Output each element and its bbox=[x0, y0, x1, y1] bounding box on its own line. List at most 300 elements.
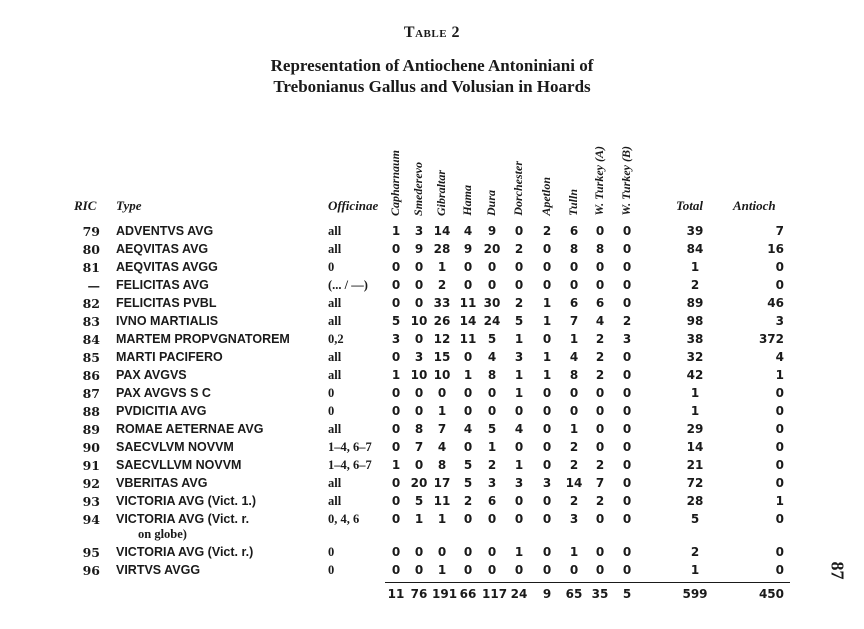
cell-ric: 82 bbox=[82, 296, 100, 311]
table-title-line-2: Trebonianus Gallus and Volusian in Hoards bbox=[273, 77, 591, 96]
cell-ric: 83 bbox=[82, 314, 100, 329]
table-label: Table 2 bbox=[403, 24, 461, 41]
cell-count: 11 bbox=[459, 332, 477, 346]
cell-count: 8 bbox=[414, 422, 424, 436]
cell-count: 15 bbox=[433, 350, 451, 364]
cell-total: 14 bbox=[686, 440, 704, 454]
cell-type-text: VICTORIA AVG (Vict. r.) bbox=[116, 545, 254, 559]
cell-count: 0 bbox=[595, 224, 605, 238]
cell-count: 0 bbox=[391, 545, 401, 559]
cell-type-text: IVNO MARTIALIS bbox=[116, 314, 219, 328]
cell-count: 0 bbox=[414, 278, 424, 292]
cell-antioch: 1 bbox=[775, 368, 784, 382]
totals-rule bbox=[385, 582, 790, 583]
cell-count: 1 bbox=[542, 350, 552, 364]
totals-row bbox=[0, 587, 864, 605]
cell-count: 30 bbox=[483, 296, 501, 310]
cell-count: 24 bbox=[483, 314, 501, 328]
cell-count: 0 bbox=[622, 260, 632, 274]
table-row bbox=[0, 224, 864, 242]
total-count: 65 bbox=[565, 587, 583, 601]
cell-count: 1 bbox=[391, 224, 401, 238]
cell-count: 0 bbox=[542, 440, 552, 454]
cell-count: 0 bbox=[595, 440, 605, 454]
cell-type bbox=[116, 440, 234, 454]
cell-count: 0 bbox=[542, 386, 552, 400]
cell-count: 1 bbox=[391, 368, 401, 382]
cell-antioch: 0 bbox=[775, 440, 784, 454]
table-row bbox=[0, 563, 864, 581]
cell-antioch: 0 bbox=[775, 278, 784, 292]
cell-count: 1 bbox=[437, 404, 447, 418]
cell-count: 2 bbox=[514, 242, 524, 256]
table-title-line-1: Representation of Antiochene Antoniniani of bbox=[270, 56, 594, 75]
cell-count: 0 bbox=[487, 563, 497, 577]
total-count: 11 bbox=[387, 587, 405, 601]
cell-count: 2 bbox=[542, 224, 552, 238]
cell-count: 26 bbox=[433, 314, 451, 328]
cell-total: 1 bbox=[690, 260, 700, 274]
cell-officinae: all bbox=[328, 476, 342, 490]
cell-count: 5 bbox=[487, 422, 497, 436]
cell-type-text: VIRTVS AVGG bbox=[116, 563, 201, 577]
cell-count: 2 bbox=[487, 458, 497, 472]
cell-count: 9 bbox=[414, 242, 424, 256]
cell-count: 2 bbox=[595, 332, 605, 346]
cell-count: 8 bbox=[569, 242, 579, 256]
cell-count: 0 bbox=[391, 386, 401, 400]
cell-count: 0 bbox=[595, 545, 605, 559]
cell-count: 0 bbox=[542, 512, 552, 526]
cell-count: 8 bbox=[437, 458, 447, 472]
cell-ric: 80 bbox=[82, 242, 100, 257]
cell-count: 4 bbox=[437, 440, 447, 454]
cell-count: 0 bbox=[595, 278, 605, 292]
cell-count: 1 bbox=[514, 368, 524, 382]
header-hoard: W. Turkey (A) bbox=[592, 146, 606, 216]
cell-count: 2 bbox=[569, 494, 579, 508]
cell-officinae: 0 bbox=[328, 545, 335, 559]
cell-count: 20 bbox=[483, 242, 501, 256]
cell-count: 5 bbox=[514, 314, 524, 328]
cell-count: 28 bbox=[433, 242, 451, 256]
cell-antioch: 0 bbox=[775, 422, 784, 436]
cell-ric: 93 bbox=[82, 494, 100, 509]
cell-count: 3 bbox=[391, 332, 401, 346]
cell-count: 1 bbox=[514, 545, 524, 559]
cell-count: 2 bbox=[595, 458, 605, 472]
cell-type-text: AEQVITAS AVG bbox=[116, 242, 209, 256]
cell-count: 9 bbox=[463, 242, 473, 256]
header-hoard: Tulln bbox=[566, 189, 580, 216]
cell-ric: 91 bbox=[82, 458, 100, 473]
cell-type bbox=[116, 314, 218, 328]
total-count: 24 bbox=[510, 587, 528, 601]
cell-count: 6 bbox=[595, 296, 605, 310]
cell-count: 0 bbox=[391, 260, 401, 274]
cell-count: 5 bbox=[391, 314, 401, 328]
cell-count: 5 bbox=[463, 458, 473, 472]
cell-type-text: MARTEM PROPVGNATOREM bbox=[116, 332, 290, 346]
total-count: 9 bbox=[542, 587, 552, 601]
cell-antioch: 0 bbox=[775, 545, 784, 559]
cell-count: 4 bbox=[463, 422, 473, 436]
cell-count: 2 bbox=[437, 278, 447, 292]
table-row bbox=[0, 458, 864, 476]
cell-count: 0 bbox=[487, 260, 497, 274]
cell-count: 0 bbox=[542, 458, 552, 472]
table-row bbox=[0, 368, 864, 386]
cell-count: 0 bbox=[391, 563, 401, 577]
table-row bbox=[0, 440, 864, 458]
cell-count: 1 bbox=[437, 260, 447, 274]
cell-total: 5 bbox=[690, 512, 700, 526]
cell-type bbox=[116, 545, 253, 559]
cell-count: 0 bbox=[542, 494, 552, 508]
cell-total: 2 bbox=[690, 278, 700, 292]
cell-count: 0 bbox=[487, 512, 497, 526]
cell-officinae: 0 bbox=[328, 260, 335, 274]
cell-type bbox=[116, 386, 211, 400]
cell-ric: 96 bbox=[82, 563, 100, 578]
cell-count: 7 bbox=[569, 314, 579, 328]
header-hoard: Smederevo bbox=[411, 162, 425, 216]
cell-count: 2 bbox=[622, 314, 632, 328]
cell-ric: 94 bbox=[82, 512, 100, 527]
header-officinae: Officinae bbox=[328, 198, 379, 213]
cell-count: 0 bbox=[414, 458, 424, 472]
header-total: Total bbox=[676, 198, 703, 213]
cell-count: 7 bbox=[595, 476, 605, 490]
cell-total: 1 bbox=[690, 404, 700, 418]
cell-type-text: VICTORIA AVG (Vict. 1.) bbox=[116, 494, 257, 508]
cell-total: 1 bbox=[690, 563, 700, 577]
cell-count: 0 bbox=[414, 386, 424, 400]
cell-antioch: 0 bbox=[775, 386, 784, 400]
cell-count: 3 bbox=[569, 512, 579, 526]
total-count: 35 bbox=[591, 587, 609, 601]
cell-total: 84 bbox=[686, 242, 704, 256]
cell-count: 0 bbox=[595, 512, 605, 526]
table-row bbox=[0, 494, 864, 512]
cell-count: 0 bbox=[514, 404, 524, 418]
header-hoard: Dorchester bbox=[511, 161, 525, 216]
cell-count: 14 bbox=[433, 224, 451, 238]
cell-type bbox=[116, 494, 256, 508]
cell-ric: 81 bbox=[82, 260, 100, 275]
cell-count: 4 bbox=[463, 224, 473, 238]
cell-type-text: VBERITAS AVG bbox=[116, 476, 208, 490]
cell-count: 0 bbox=[622, 512, 632, 526]
cell-count: 0 bbox=[463, 404, 473, 418]
cell-count: 5 bbox=[487, 332, 497, 346]
cell-antioch: 0 bbox=[775, 512, 784, 526]
cell-count: 0 bbox=[514, 278, 524, 292]
cell-type bbox=[116, 476, 207, 490]
cell-count: 3 bbox=[414, 350, 424, 364]
cell-count: 5 bbox=[414, 494, 424, 508]
cell-total: 89 bbox=[686, 296, 704, 310]
cell-count: 3 bbox=[487, 476, 497, 490]
cell-type bbox=[116, 512, 249, 542]
cell-officinae: all bbox=[328, 314, 342, 328]
cell-count: 0 bbox=[542, 422, 552, 436]
cell-count: 0 bbox=[391, 350, 401, 364]
cell-count: 0 bbox=[463, 512, 473, 526]
cell-total: 98 bbox=[686, 314, 704, 328]
cell-antioch: 16 bbox=[767, 242, 784, 256]
cell-count: 0 bbox=[391, 422, 401, 436]
cell-officinae: (... / —) bbox=[328, 278, 368, 292]
cell-total: 1 bbox=[690, 386, 700, 400]
cell-count: 0 bbox=[487, 278, 497, 292]
cell-count: 1 bbox=[569, 332, 579, 346]
cell-antioch: 0 bbox=[775, 404, 784, 418]
cell-count: 2 bbox=[595, 350, 605, 364]
cell-type bbox=[116, 422, 263, 436]
cell-officinae: all bbox=[328, 494, 342, 508]
cell-antioch: 372 bbox=[758, 332, 784, 346]
cell-ric: 86 bbox=[82, 368, 100, 383]
cell-type bbox=[116, 368, 187, 382]
cell-ric: 87 bbox=[82, 386, 100, 401]
cell-count: 6 bbox=[569, 224, 579, 238]
table-row bbox=[0, 242, 864, 260]
cell-count: 0 bbox=[569, 563, 579, 577]
cell-ric: 90 bbox=[82, 440, 100, 455]
header-hoard: Hama bbox=[460, 185, 474, 216]
cell-type bbox=[116, 404, 207, 418]
cell-count: 0 bbox=[542, 545, 552, 559]
cell-count: 0 bbox=[622, 404, 632, 418]
header-hoard: Capharnaum bbox=[388, 149, 402, 216]
total-count: 76 bbox=[410, 587, 428, 601]
table-row bbox=[0, 260, 864, 278]
table-row bbox=[0, 278, 864, 296]
cell-total: 21 bbox=[686, 458, 704, 472]
cell-count: 1 bbox=[514, 332, 524, 346]
table-row bbox=[0, 422, 864, 440]
cell-type bbox=[116, 260, 218, 274]
cell-count: 0 bbox=[391, 296, 401, 310]
cell-count: 0 bbox=[622, 545, 632, 559]
cell-count: 5 bbox=[463, 476, 473, 490]
cell-type-text: MARTI PACIFERO bbox=[116, 350, 223, 364]
cell-officinae: 1–4, 6–7 bbox=[328, 440, 372, 454]
cell-antioch: 3 bbox=[775, 314, 784, 328]
cell-type-text: FELICITAS AVG bbox=[116, 278, 209, 292]
cell-count: 0 bbox=[391, 440, 401, 454]
cell-type bbox=[116, 332, 290, 346]
cell-count: 0 bbox=[622, 278, 632, 292]
cell-count: 0 bbox=[542, 563, 552, 577]
cell-ric: 84 bbox=[82, 332, 100, 347]
cell-antioch: 0 bbox=[775, 260, 784, 274]
cell-count: 3 bbox=[414, 224, 424, 238]
cell-count: 0 bbox=[595, 404, 605, 418]
cell-count: 11 bbox=[459, 296, 477, 310]
cell-count: 1 bbox=[569, 422, 579, 436]
cell-officinae: all bbox=[328, 224, 342, 238]
cell-count: 0 bbox=[487, 545, 497, 559]
header-hoard: Gibraltar bbox=[434, 169, 448, 216]
cell-count: 33 bbox=[433, 296, 451, 310]
header-hoard: W. Turkey (B) bbox=[619, 146, 633, 216]
cell-count: 0 bbox=[437, 386, 447, 400]
cell-count: 1 bbox=[437, 512, 447, 526]
cell-count: 0 bbox=[542, 404, 552, 418]
cell-count: 6 bbox=[487, 494, 497, 508]
cell-count: 0 bbox=[514, 440, 524, 454]
cell-count: 0 bbox=[514, 563, 524, 577]
cell-count: 0 bbox=[463, 440, 473, 454]
cell-count: 4 bbox=[514, 422, 524, 436]
cell-type-text: ADVENTVS AVG bbox=[116, 224, 214, 238]
cell-count: 0 bbox=[542, 260, 552, 274]
cell-antioch: 1 bbox=[775, 494, 784, 508]
cell-count: 1 bbox=[391, 458, 401, 472]
cell-total: 42 bbox=[686, 368, 704, 382]
cell-count: 0 bbox=[542, 332, 552, 346]
cell-type-text: SAECVLVM NOVVM bbox=[116, 440, 234, 454]
cell-officinae: all bbox=[328, 368, 342, 382]
cell-count: 1 bbox=[542, 314, 552, 328]
cell-count: 0 bbox=[622, 476, 632, 490]
cell-count: 8 bbox=[595, 242, 605, 256]
cell-ric: 85 bbox=[82, 350, 100, 365]
cell-count: 8 bbox=[569, 368, 579, 382]
cell-count: 3 bbox=[514, 476, 524, 490]
total-count: 66 bbox=[459, 587, 477, 601]
cell-count: 0 bbox=[514, 260, 524, 274]
header-ric: RIC bbox=[74, 198, 97, 213]
cell-antioch: 0 bbox=[775, 563, 784, 577]
cell-officinae: 0 bbox=[328, 404, 335, 418]
total-count: 191 bbox=[432, 587, 458, 601]
cell-type bbox=[116, 242, 208, 256]
cell-count: 4 bbox=[595, 314, 605, 328]
cell-type bbox=[116, 296, 216, 310]
cell-type bbox=[116, 350, 223, 364]
cell-count: 0 bbox=[414, 563, 424, 577]
cell-count: 12 bbox=[433, 332, 451, 346]
cell-count: 9 bbox=[487, 224, 497, 238]
cell-count: 0 bbox=[569, 404, 579, 418]
header-hoard: Dura bbox=[484, 189, 498, 216]
cell-count: 2 bbox=[569, 458, 579, 472]
cell-count: 0 bbox=[514, 494, 524, 508]
cell-count: 6 bbox=[569, 296, 579, 310]
cell-count: 0 bbox=[514, 512, 524, 526]
cell-count: 0 bbox=[595, 260, 605, 274]
cell-type bbox=[116, 278, 209, 292]
cell-count: 0 bbox=[414, 260, 424, 274]
cell-count: 0 bbox=[463, 278, 473, 292]
cell-count: 2 bbox=[595, 368, 605, 382]
cell-type bbox=[116, 563, 200, 577]
cell-count: 4 bbox=[569, 350, 579, 364]
cell-ric: 95 bbox=[82, 545, 100, 560]
cell-count: 0 bbox=[569, 386, 579, 400]
table-body bbox=[0, 224, 864, 581]
cell-count: 0 bbox=[463, 350, 473, 364]
header-type: Type bbox=[116, 198, 142, 213]
total-count: 5 bbox=[622, 587, 632, 601]
cell-type-text: ROMAE AETERNAE AVG bbox=[116, 422, 264, 436]
cell-count: 0 bbox=[569, 278, 579, 292]
cell-count: 3 bbox=[542, 476, 552, 490]
grand-total: 599 bbox=[682, 587, 708, 601]
cell-count: 1 bbox=[514, 386, 524, 400]
cell-count: 1 bbox=[437, 563, 447, 577]
cell-count: 0 bbox=[622, 368, 632, 382]
cell-ric: 79 bbox=[82, 224, 100, 239]
cell-count: 0 bbox=[487, 386, 497, 400]
cell-type-text: FELICITAS PVBL bbox=[116, 296, 217, 310]
cell-count: 0 bbox=[437, 545, 447, 559]
cell-count: 2 bbox=[514, 296, 524, 310]
cell-antioch: 4 bbox=[775, 350, 784, 364]
cell-count: 0 bbox=[622, 563, 632, 577]
cell-count: 10 bbox=[410, 368, 428, 382]
cell-ric: 92 bbox=[82, 476, 100, 491]
cell-count: 3 bbox=[514, 350, 524, 364]
cell-count: 20 bbox=[410, 476, 428, 490]
page-number: 87 bbox=[827, 561, 848, 580]
cell-count: 0 bbox=[622, 242, 632, 256]
cell-ric: 88 bbox=[82, 404, 100, 419]
cell-count: 0 bbox=[391, 242, 401, 256]
cell-count: 0 bbox=[463, 260, 473, 274]
cell-count: 0 bbox=[463, 545, 473, 559]
cell-type bbox=[116, 458, 241, 472]
cell-officinae: 0, 4, 6 bbox=[328, 512, 360, 526]
total-count: 117 bbox=[482, 587, 508, 601]
cell-officinae: 1–4, 6–7 bbox=[328, 458, 372, 472]
cell-officinae: all bbox=[328, 422, 342, 436]
cell-officinae: all bbox=[328, 350, 342, 364]
cell-count: 2 bbox=[595, 494, 605, 508]
cell-count: 0 bbox=[595, 422, 605, 436]
header-hoard: Apetlon bbox=[539, 177, 553, 216]
cell-count: 11 bbox=[433, 494, 451, 508]
cell-type bbox=[116, 224, 213, 238]
cell-officinae: 0 bbox=[328, 386, 335, 400]
table-row bbox=[0, 476, 864, 494]
cell-total: 29 bbox=[686, 422, 704, 436]
cell-count: 14 bbox=[565, 476, 583, 490]
cell-count: 0 bbox=[391, 512, 401, 526]
cell-count: 0 bbox=[542, 242, 552, 256]
table-row bbox=[0, 332, 864, 350]
cell-officinae: all bbox=[328, 296, 342, 310]
cell-count: 1 bbox=[514, 458, 524, 472]
cell-type-text: PAX AVGVS S C bbox=[116, 386, 211, 400]
cell-officinae: all bbox=[328, 242, 342, 256]
cell-count: 1 bbox=[414, 512, 424, 526]
cell-count: 14 bbox=[459, 314, 477, 328]
cell-total: 28 bbox=[686, 494, 704, 508]
table-row bbox=[0, 296, 864, 314]
cell-count: 0 bbox=[622, 296, 632, 310]
cell-antioch: 0 bbox=[775, 458, 784, 472]
cell-total: 38 bbox=[686, 332, 704, 346]
cell-ric: — bbox=[87, 278, 100, 293]
cell-count: 0 bbox=[414, 332, 424, 346]
cell-count: 0 bbox=[414, 404, 424, 418]
cell-count: 0 bbox=[595, 386, 605, 400]
cell-count: 0 bbox=[622, 224, 632, 238]
